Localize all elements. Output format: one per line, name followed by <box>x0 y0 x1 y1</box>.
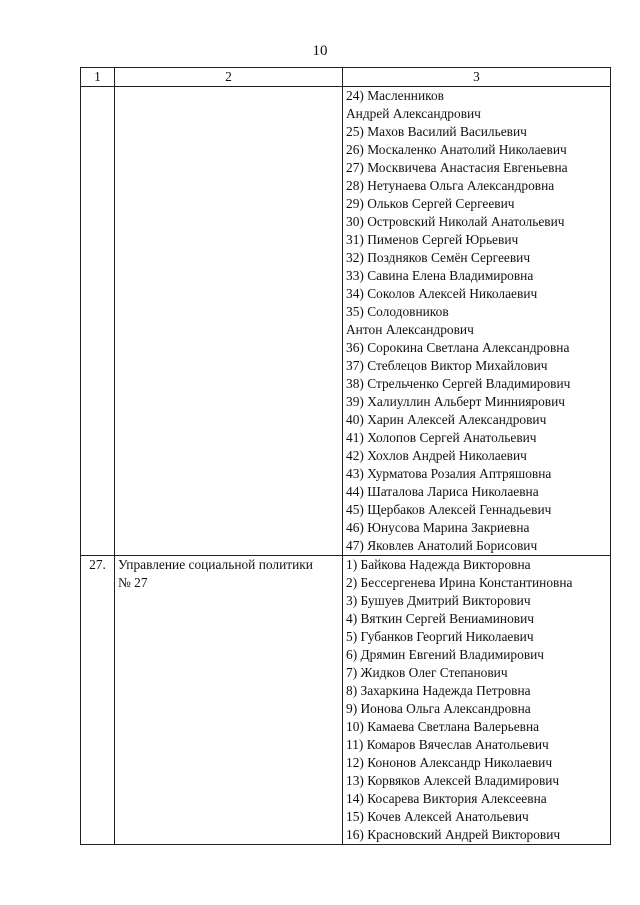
member-list-item: 36) Сорокина Светлана Александровна <box>346 340 570 355</box>
members-cell <box>343 556 611 845</box>
member-list-item: 5) Губанков Георгий Николаевич <box>346 629 534 644</box>
member-list-item: 40) Харин Алексей Александрович <box>346 412 547 427</box>
member-list-item: 45) Щербаков Алексей Геннадьевич <box>346 502 552 517</box>
member-list-item: 41) Холопов Сергей Анатольевич <box>346 430 537 445</box>
member-list-item: 3) Бушуев Дмитрий Викторович <box>346 593 531 608</box>
header-col-2: 2 <box>115 68 343 87</box>
member-list-item: Антон Александрович <box>346 322 474 337</box>
header-col-3: 3 <box>343 68 611 87</box>
table-body <box>81 87 611 845</box>
member-list-item: 11) Комаров Вячеслав Анатольевич <box>346 737 549 752</box>
member-list-item: 26) Москаленко Анатолий Николаевич <box>346 142 567 157</box>
member-list-item: 35) Солодовников <box>346 304 449 319</box>
member-list-item: 39) Халиуллин Альберт Минниярович <box>346 394 566 409</box>
department-name-line: № 27 <box>118 575 148 590</box>
member-list-item: Андрей Александрович <box>346 106 481 121</box>
member-list-item: 12) Кононов Александр Николаевич <box>346 755 553 770</box>
row-number: 27. <box>81 556 115 845</box>
member-list-item: 37) Стеблецов Виктор Михайлович <box>346 358 548 373</box>
member-list-item: 29) Ольков Сергей Сергеевич <box>346 196 515 211</box>
page-number: 10 <box>312 43 328 59</box>
member-list-item: 16) Красновский Андрей Викторович <box>346 827 561 842</box>
member-list-item: 30) Островский Николай Анатольевич <box>346 214 565 229</box>
member-list-item: 44) Шаталова Лариса Николаевна <box>346 484 539 499</box>
member-list-item: 27) Москвичева Анастасия Евгеньевна <box>346 160 568 175</box>
row-number <box>81 87 115 556</box>
table-row <box>81 556 611 845</box>
department-name-line: Управление социальной политики <box>118 557 313 572</box>
header-col-1: 1 <box>81 68 115 87</box>
member-list-item: 9) Ионова Ольга Александровна <box>346 701 531 716</box>
member-list-item: 7) Жидков Олег Степанович <box>346 665 508 680</box>
department-cell <box>115 556 343 845</box>
member-list-item: 24) Масленников <box>346 88 444 103</box>
header-row <box>81 68 611 87</box>
member-list-item: 43) Хурматова Розалия Аптряшовна <box>346 466 552 481</box>
member-list-item: 28) Нетунаева Ольга Александровна <box>346 178 555 193</box>
member-list-item: 38) Стрельченко Сергей Владимирович <box>346 376 571 391</box>
member-list-item: 47) Яковлев Анатолий Борисович <box>346 538 538 553</box>
member-list-item: 8) Захаркина Надежда Петровна <box>346 683 531 698</box>
department-cell <box>115 87 343 556</box>
member-list-item: 4) Вяткин Сергей Вениаминович <box>346 611 535 626</box>
member-list-item: 1) Байкова Надежда Викторовна <box>346 557 531 572</box>
member-list-item: 13) Корвяков Алексей Владимирович <box>346 773 560 788</box>
member-list-item: 10) Камаева Светлана Валерьевна <box>346 719 540 734</box>
member-list-item: 15) Кочев Алексей Анатольевич <box>346 809 529 824</box>
member-list-item: 34) Соколов Алексей Николаевич <box>346 286 538 301</box>
members-cell <box>343 87 611 556</box>
committee-table <box>80 67 611 845</box>
member-list-item: 33) Савина Елена Владимировна <box>346 268 534 283</box>
member-list-item: 42) Хохлов Андрей Николаевич <box>346 448 527 463</box>
member-list-item: 2) Бессергенева Ирина Константиновна <box>346 575 573 590</box>
table-row <box>81 87 611 556</box>
member-list-item: 46) Юнусова Марина Закриевна <box>346 520 530 535</box>
member-list-item: 31) Пименов Сергей Юрьевич <box>346 232 519 247</box>
member-list-item: 6) Дрямин Евгений Владимирович <box>346 647 545 662</box>
member-list-item: 14) Косарева Виктория Алексеевна <box>346 791 547 806</box>
member-list-item: 32) Поздняков Семён Сергеевич <box>346 250 531 265</box>
member-list-item: 25) Махов Василий Васильевич <box>346 124 527 139</box>
